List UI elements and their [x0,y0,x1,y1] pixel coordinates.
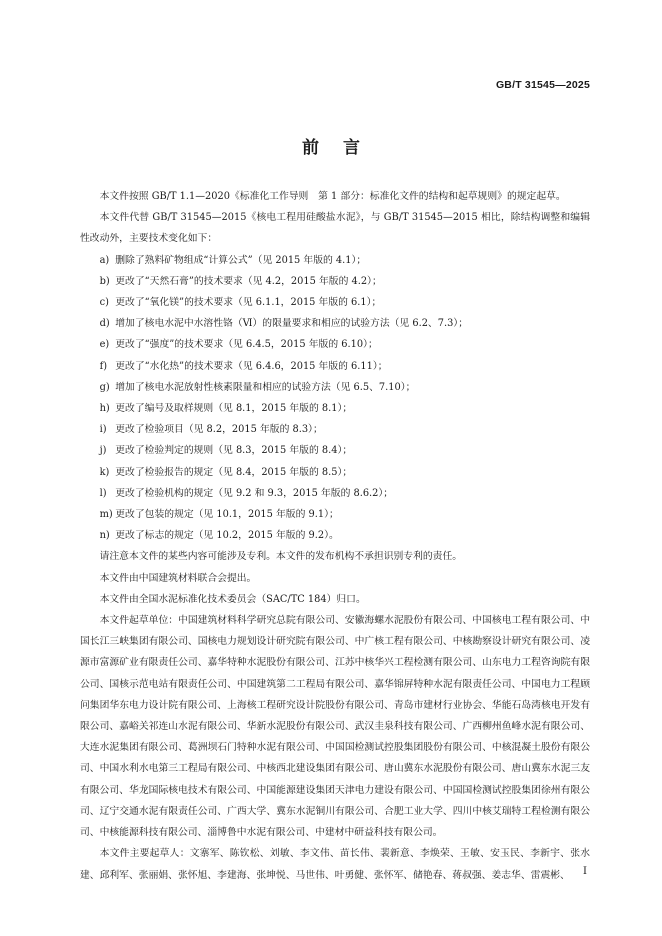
list-item-mark: a) [99,254,110,266]
list-item-mark: i) [99,424,107,436]
list-item-text: 更改了包装的规定（见 10.1，2015 年版的 9.1）； [115,509,339,521]
list-item [80,271,590,292]
list-item-mark: n) [99,530,110,542]
list-item [80,292,590,313]
standard-code: GB/T 31545—2025 [495,79,590,91]
list-item-text: 增加了核电水泥放射性核素限量和相应的试验方法（见 6.5、7.10）； [115,381,416,393]
list-item [80,313,590,334]
list-item-text: 更改了检验项目（见 8.2，2015 年版的 8.3）； [115,424,323,436]
list-item-text: 更改了编号及取样规则（见 8.1，2015 年版的 8.1）； [115,403,353,415]
list-item [80,356,590,377]
patent-notice: 请注意本文件的某些内容可能涉及专利。本文件的发布机构不承担识别专利的责任。 [99,551,463,563]
document-body [80,186,590,886]
list-item-mark: b) [99,275,110,287]
list-item-text: 更改了“天然石膏”的技术要求（见 4.2，2015 年版的 4.2）； [115,275,382,287]
list-item-mark: g) [99,381,110,393]
list-item-text: 更改了标志的规定（见 10.2，2015 年版的 9.2）。 [115,530,339,542]
list-item [80,462,590,483]
list-item [80,525,590,546]
list-item [80,377,590,398]
paragraph: 本文件按照 GB/T 1.1—2020《标准化工作导则 第 1 部分：标准化文件的结构和起草规则》的规定起草。 [99,191,566,202]
list-item [80,334,590,355]
list-item-mark: d) [99,318,110,330]
page-title: 前言 [302,138,384,158]
page-number: I [583,866,587,877]
list-item-mark: m) [99,509,113,521]
list-item [80,504,590,525]
list-item [80,483,590,504]
list-item-text: 更改了检验判定的规则（见 8.3，2015 年版的 8.4）； [115,445,353,457]
list-item-mark: l) [99,487,107,499]
list-item-mark: j) [99,445,107,457]
list-item-text: 更改了“强度”的技术要求（见 6.4.5，2015 年版的 6.10）； [115,339,378,351]
list-item-text: 更改了检验机构的规定（见 9.2 和 9.3，2015 年版的 8.6.2）； [115,487,394,499]
list-item [80,440,590,461]
proposer-statement: 本文件由中国建筑材料联合会提出。 [99,572,257,584]
list-item-mark: e) [99,339,110,351]
list-item [80,250,590,271]
drafters: 本文件主要起草人：文寨军、陈钦松、刘敏、李文伟、苗长伟、裴新意、李焕荣、王敏、安玉民、李新宇、张水建、邱利军、张丽娟、张怀旭、李建海、张坤悦、马世伟、叶勇健、张怀军、储艳春、蒋叔强、姜志华、雷震彬、 [80,848,590,881]
changes-list [80,250,590,547]
list-item-text: 增加了核电水泥中水溶性铬（Ⅵ）的限量要求和相应的试验方法（见 6.2、7.3）； [115,318,468,330]
list-item-text: 删除了熟料矿物组成“计算公式”（见 2015 年版的 4.1）； [115,254,367,266]
list-item [80,398,590,419]
committee-statement: 本文件由全国水泥标准化技术委员会（SAC/TC 184）归口。 [99,593,366,605]
drafting-units: 本文件起草单位：中国建筑材料科学研究总院有限公司、安徽海螺水泥股份有限公司、中国核电工程有限公司、中国长江三峡集团有限公司、国核电力规划设计研究院有限公司、中广核工程有限公司、中核勘察设计研究有限公司、凌源市富源矿业有限责任公司、嘉华特种水泥股份有限公司、江苏中核华兴工程检测有限公司、山东电力工程咨询院有限公司、国核示范电站有限责任公司、中国建筑第二工程局有限公司、嘉华锦屏特种水泥有限责任公司、中国电力工程顾问集团华东电力设计院有限公司、上海核工程研究设计院股份有限公司、青岛市建材行业协会、华能石岛湾核电开发有限公司、嘉峪关祁连山水泥有限公司、华新水泥股份有限公司、武汉圭泉科技有限公司、广西柳州鱼峰水泥有限公司、大连水泥集团有限公司、葛洲坝石门特种水泥有限公司、中国国检测试控股集团股份有限公司、中核混凝土股份有限公司、中国水利水电第三工程局有限公司、中核西北建设集团有限公司、唐山冀东水泥股份有限公司、唐山冀东水泥三友有限公司、华龙国际核电技术有限公司、中国能源建设集团天津电力建设有限公司、中国国检测试控股集团徐州有限公司、辽宁交通水泥有限责任公司、广西大学、冀东水泥铜川有限公司、合肥工业大学、四川中核艾瑞特工程检测有限公司、中核能源科技有限公司、淄博鲁中水泥有限公司、中建材中研益科技有限公司。 [80,615,590,839]
list-item [80,419,590,440]
list-item-text: 更改了“水化热”的技术要求（见 6.4.6，2015 年版的 6.11）； [115,360,388,372]
list-item-mark: h) [99,403,110,415]
list-item-text: 更改了“氧化镁”的技术要求（见 6.1.1，2015 年版的 6.1）； [115,297,382,309]
list-item-mark: c) [99,297,109,309]
list-item-mark: k) [99,466,110,478]
list-item-text: 更改了检验报告的规定（见 8.4，2015 年版的 8.5）； [115,466,353,478]
list-item-mark: f) [99,360,108,372]
paragraph: 本文件代替 GB/T 31545—2015《核电工程用硅酸盐水泥》，与 GB/T 31545—2015 相比，除结构调整和编辑性改动外，主要技术变化如下： [80,212,590,245]
